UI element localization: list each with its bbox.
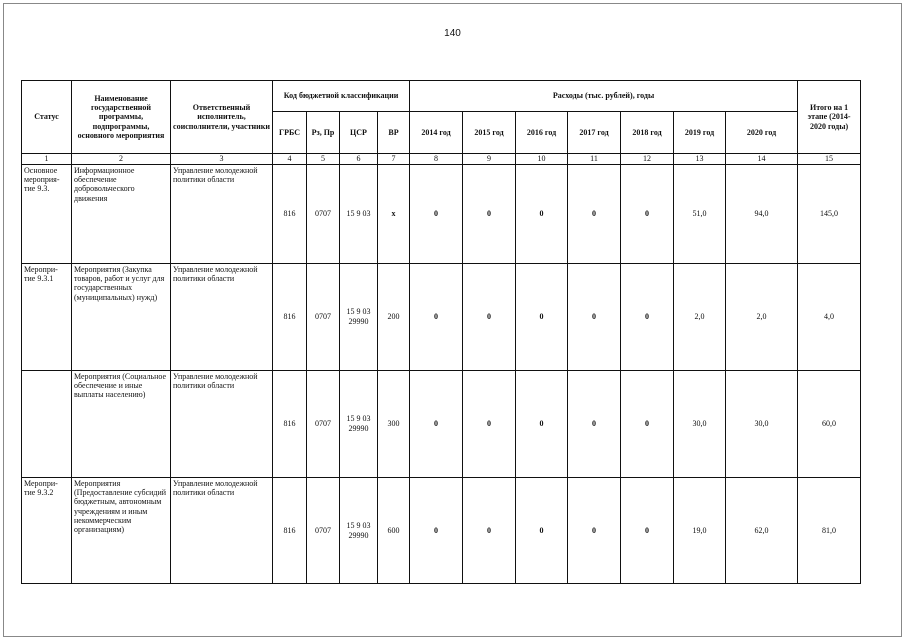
- header-year: 2018 год: [621, 112, 674, 154]
- row-csr: [340, 371, 378, 478]
- row-value-2014: 0: [410, 371, 463, 478]
- row-total: 145,0: [798, 165, 861, 264]
- row-value-2020: 94,0: [726, 165, 798, 264]
- header-year: 2017 год: [568, 112, 621, 154]
- header-year: 2020 год: [726, 112, 798, 154]
- row-value-2016: 0: [516, 478, 568, 584]
- row-value-2014: 0: [410, 264, 463, 371]
- row-csr-part2: 29990: [348, 317, 369, 326]
- row-value-2020: 62,0: [726, 478, 798, 584]
- row-value-2015: 0: [463, 371, 516, 478]
- table-row: [22, 165, 861, 264]
- row-name: Мероприятия (Предоставление субсидий бюджетным, автономным учреждениям и иным некоммерческим организациям): [72, 478, 171, 584]
- header-grbs: ГРБС: [273, 112, 307, 154]
- row-csr-part1: 15 9 03: [346, 414, 371, 424]
- header-csr: ЦСР: [340, 112, 378, 154]
- row-value-2019: 51,0: [674, 165, 726, 264]
- row-value-2018: 0: [621, 371, 674, 478]
- row-grbs: 816: [273, 478, 307, 584]
- row-value-2017: 0: [568, 264, 621, 371]
- row-value-2017: 0: [568, 371, 621, 478]
- table-row: [22, 371, 861, 478]
- row-grbs: 816: [273, 165, 307, 264]
- column-number: 1: [22, 154, 72, 165]
- row-rz-pr: 0707: [307, 478, 340, 584]
- column-number: 2: [72, 154, 171, 165]
- row-total: 81,0: [798, 478, 861, 584]
- row-grbs: 816: [273, 371, 307, 478]
- table-row: [22, 264, 861, 371]
- column-number-row: [22, 154, 861, 165]
- row-rz-pr: 0707: [307, 371, 340, 478]
- row-name: Мероприятия (Закупка товаров, работ и услуг для государственных (муниципальных) нужд): [72, 264, 171, 371]
- row-value-2015: 0: [463, 478, 516, 584]
- header-year: 2016 год: [516, 112, 568, 154]
- column-number: 6: [340, 154, 378, 165]
- column-number: 5: [307, 154, 340, 165]
- row-total: 60,0: [798, 371, 861, 478]
- header-rz-pr: Рз, Пр: [307, 112, 340, 154]
- row-executor: Управление молодежной политики области: [171, 371, 273, 478]
- row-vr: х: [378, 165, 410, 264]
- column-number: 4: [273, 154, 307, 165]
- row-name: Мероприятия (Социальное обеспечение и иные выплаты населению): [72, 371, 171, 478]
- row-value-2019: 19,0: [674, 478, 726, 584]
- table-row: [22, 478, 861, 584]
- header-year: 2015 год: [463, 112, 516, 154]
- row-value-2016: 0: [516, 371, 568, 478]
- row-csr-part1: 15 9 03: [346, 209, 371, 219]
- column-number: 15: [798, 154, 861, 165]
- row-vr: 600: [378, 478, 410, 584]
- row-csr-part1: 15 9 03: [346, 307, 371, 317]
- header-vr: ВР: [378, 112, 410, 154]
- column-number: 10: [516, 154, 568, 165]
- header-year: 2014 год: [410, 112, 463, 154]
- column-number: 12: [621, 154, 674, 165]
- row-vr: 300: [378, 371, 410, 478]
- column-number: 9: [463, 154, 516, 165]
- row-status: [22, 371, 72, 478]
- row-value-2019: 30,0: [674, 371, 726, 478]
- row-value-2019: 2,0: [674, 264, 726, 371]
- column-number: 11: [568, 154, 621, 165]
- row-value-2017: 0: [568, 165, 621, 264]
- row-executor: Управление молодежной политики области: [171, 165, 273, 264]
- row-csr-part1: 15 9 03: [346, 520, 371, 530]
- column-number: 3: [171, 154, 273, 165]
- row-csr: [340, 165, 378, 264]
- row-status: Меропри-тие 9.3.1: [22, 264, 72, 371]
- column-number: 7: [378, 154, 410, 165]
- header-total: Итого на 1 этапе (2014-2020 годы): [798, 81, 861, 154]
- row-value-2016: 0: [516, 165, 568, 264]
- row-rz-pr: 0707: [307, 264, 340, 371]
- header-row: [22, 81, 861, 112]
- column-number: 14: [726, 154, 798, 165]
- row-value-2014: 0: [410, 478, 463, 584]
- row-status: Меропри-тие 9.3.2: [22, 478, 72, 584]
- column-number: 8: [410, 154, 463, 165]
- row-value-2015: 0: [463, 165, 516, 264]
- row-value-2018: 0: [621, 165, 674, 264]
- row-csr-part2: 29990: [348, 530, 369, 540]
- row-value-2014: 0: [410, 165, 463, 264]
- row-value-2018: 0: [621, 478, 674, 584]
- row-value-2015: 0: [463, 264, 516, 371]
- row-value-2016: 0: [516, 264, 568, 371]
- header-executor: Ответственный исполнитель, соисполнители, участники: [171, 81, 273, 154]
- row-grbs: 816: [273, 264, 307, 371]
- row-vr: 200: [378, 264, 410, 371]
- row-csr: [340, 264, 378, 371]
- row-executor: Управление молодежной политики области: [171, 264, 273, 371]
- row-value-2020: 30,0: [726, 371, 798, 478]
- row-csr: [340, 478, 378, 584]
- page-number: 140: [444, 28, 461, 39]
- header-status: Статус: [22, 81, 72, 154]
- row-csr-part2: 29990: [348, 424, 369, 433]
- row-executor: Управление молодежной политики области: [171, 478, 273, 584]
- budget-table: [21, 80, 861, 584]
- header-name: Наименование государственной программы, подпрограммы, основного мероприятия: [72, 81, 171, 154]
- header-year: 2019 год: [674, 112, 726, 154]
- row-value-2020: 2,0: [726, 264, 798, 371]
- row-name: Информационное обеспечение добровольческого движения: [72, 165, 171, 264]
- row-value-2017: 0: [568, 478, 621, 584]
- row-total: 4,0: [798, 264, 861, 371]
- header-budget-code: Код бюджетной классификации: [273, 81, 410, 112]
- row-value-2018: 0: [621, 264, 674, 371]
- header-expenses: Расходы (тыс. рублей), годы: [410, 81, 798, 112]
- row-status: Основное мероприя-тие 9.3.: [22, 165, 72, 264]
- row-rz-pr: 0707: [307, 165, 340, 264]
- column-number: 13: [674, 154, 726, 165]
